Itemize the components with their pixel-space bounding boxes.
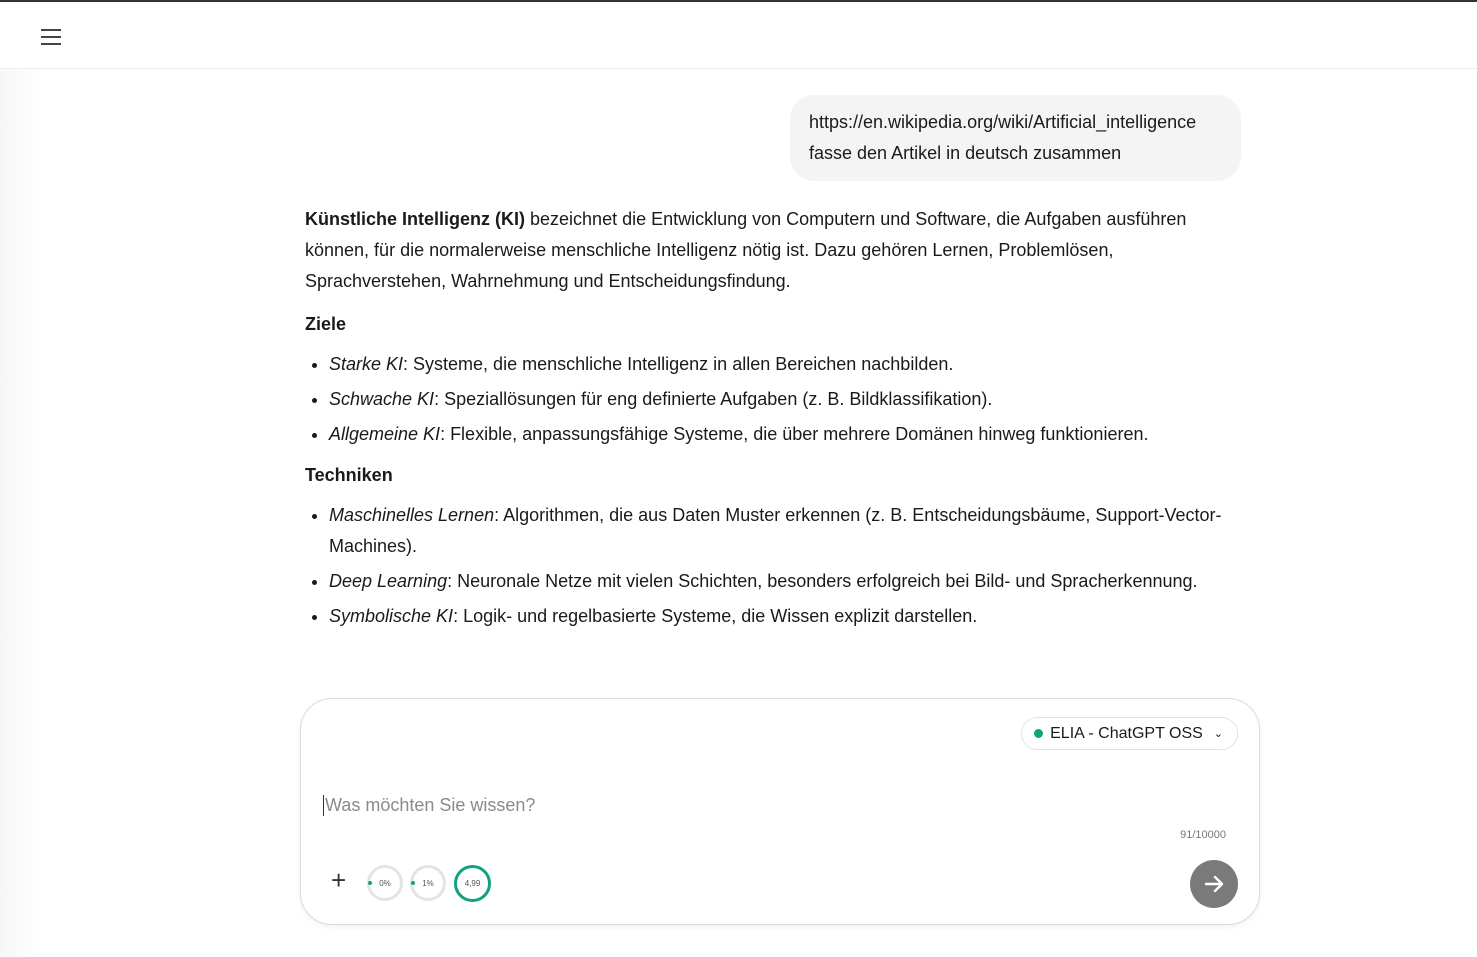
list-item <box>329 384 1225 415</box>
add-attachment-icon[interactable]: + <box>331 865 347 895</box>
list-item-term: Starke KI <box>329 354 404 374</box>
list-item <box>329 566 1225 597</box>
section-heading: Ziele <box>305 314 347 334</box>
list-item <box>329 601 1225 632</box>
list-item-term: Schwache KI <box>329 389 435 409</box>
list-item <box>329 349 1225 380</box>
list-item-term: Maschinelles Lernen <box>329 505 495 525</box>
list-item-text: : Neuronale Netze mit vielen Schichten, besonders erfolgreich bei Bild- und Spracherkennung. <box>447 571 1198 591</box>
section-heading: Techniken <box>305 465 393 485</box>
list-item-term: Symbolische KI <box>329 606 454 626</box>
list-item <box>329 419 1225 450</box>
list-item-text: : Algorithmen, die aus Daten Muster erkennen (z. B. Entscheidungsbäume, Support-Vector-Machines). <box>329 505 1222 556</box>
user-message-url: https://en.wikipedia.org/wiki/Artificial_intelligence <box>809 112 1197 132</box>
list-item-text: : Flexible, anpassungsfähige Systeme, die über mehrere Domänen hinweg funktionieren. <box>440 424 1149 444</box>
section-list <box>329 349 1225 450</box>
list-item-text: : Systeme, die menschliche Intelligenz in allen Bereichen nachbilden. <box>403 354 954 374</box>
section-list <box>329 500 1225 632</box>
top-bar <box>0 2 1477 69</box>
message-input[interactable] <box>323 795 1203 816</box>
usage-ring-1: 0% <box>367 865 403 901</box>
sidebar-shade <box>0 70 40 957</box>
intro-term: Künstliche Intelligenz (KI) <box>305 209 526 229</box>
send-button[interactable] <box>1190 860 1238 908</box>
usage-ring-3: 4,99 <box>454 865 491 902</box>
user-message <box>790 95 1241 181</box>
char-count: 91/10000 <box>1180 829 1226 841</box>
hamburger-menu-icon[interactable] <box>41 29 61 45</box>
model-selector[interactable] <box>1021 717 1238 750</box>
assistant-answer <box>305 204 1225 642</box>
status-dot-icon <box>1034 729 1043 738</box>
chat-composer <box>300 698 1260 925</box>
list-item-text: : Speziallösungen für eng definierte Aufgaben (z. B. Bildklassifikation). <box>434 389 993 409</box>
model-name: ELIA - ChatGPT OSS <box>1050 724 1203 742</box>
user-message-text: fasse den Artikel in deutsch zusammen <box>809 143 1122 163</box>
arrow-right-icon <box>1202 872 1226 896</box>
list-item <box>329 500 1225 562</box>
intro-text: bezeichnet die Entwicklung von Computern und Software, die Aufgaben ausführen können, für die normalerweise menschliche Intelligenz nötig ist. Dazu gehören Lernen, Problemlösen, Sprachverstehen, Wahrnehmung und Entscheidungsfindung. <box>305 209 1187 291</box>
usage-ring-2: 1% <box>410 865 446 901</box>
answer-intro <box>305 204 1225 297</box>
list-item-term: Deep Learning <box>329 571 448 591</box>
list-item-term: Allgemeine KI <box>329 424 441 444</box>
chevron-down-icon: ⌄ <box>1213 728 1223 740</box>
list-item-text: : Logik- und regelbasierte Systeme, die Wissen explizit darstellen. <box>453 606 978 626</box>
